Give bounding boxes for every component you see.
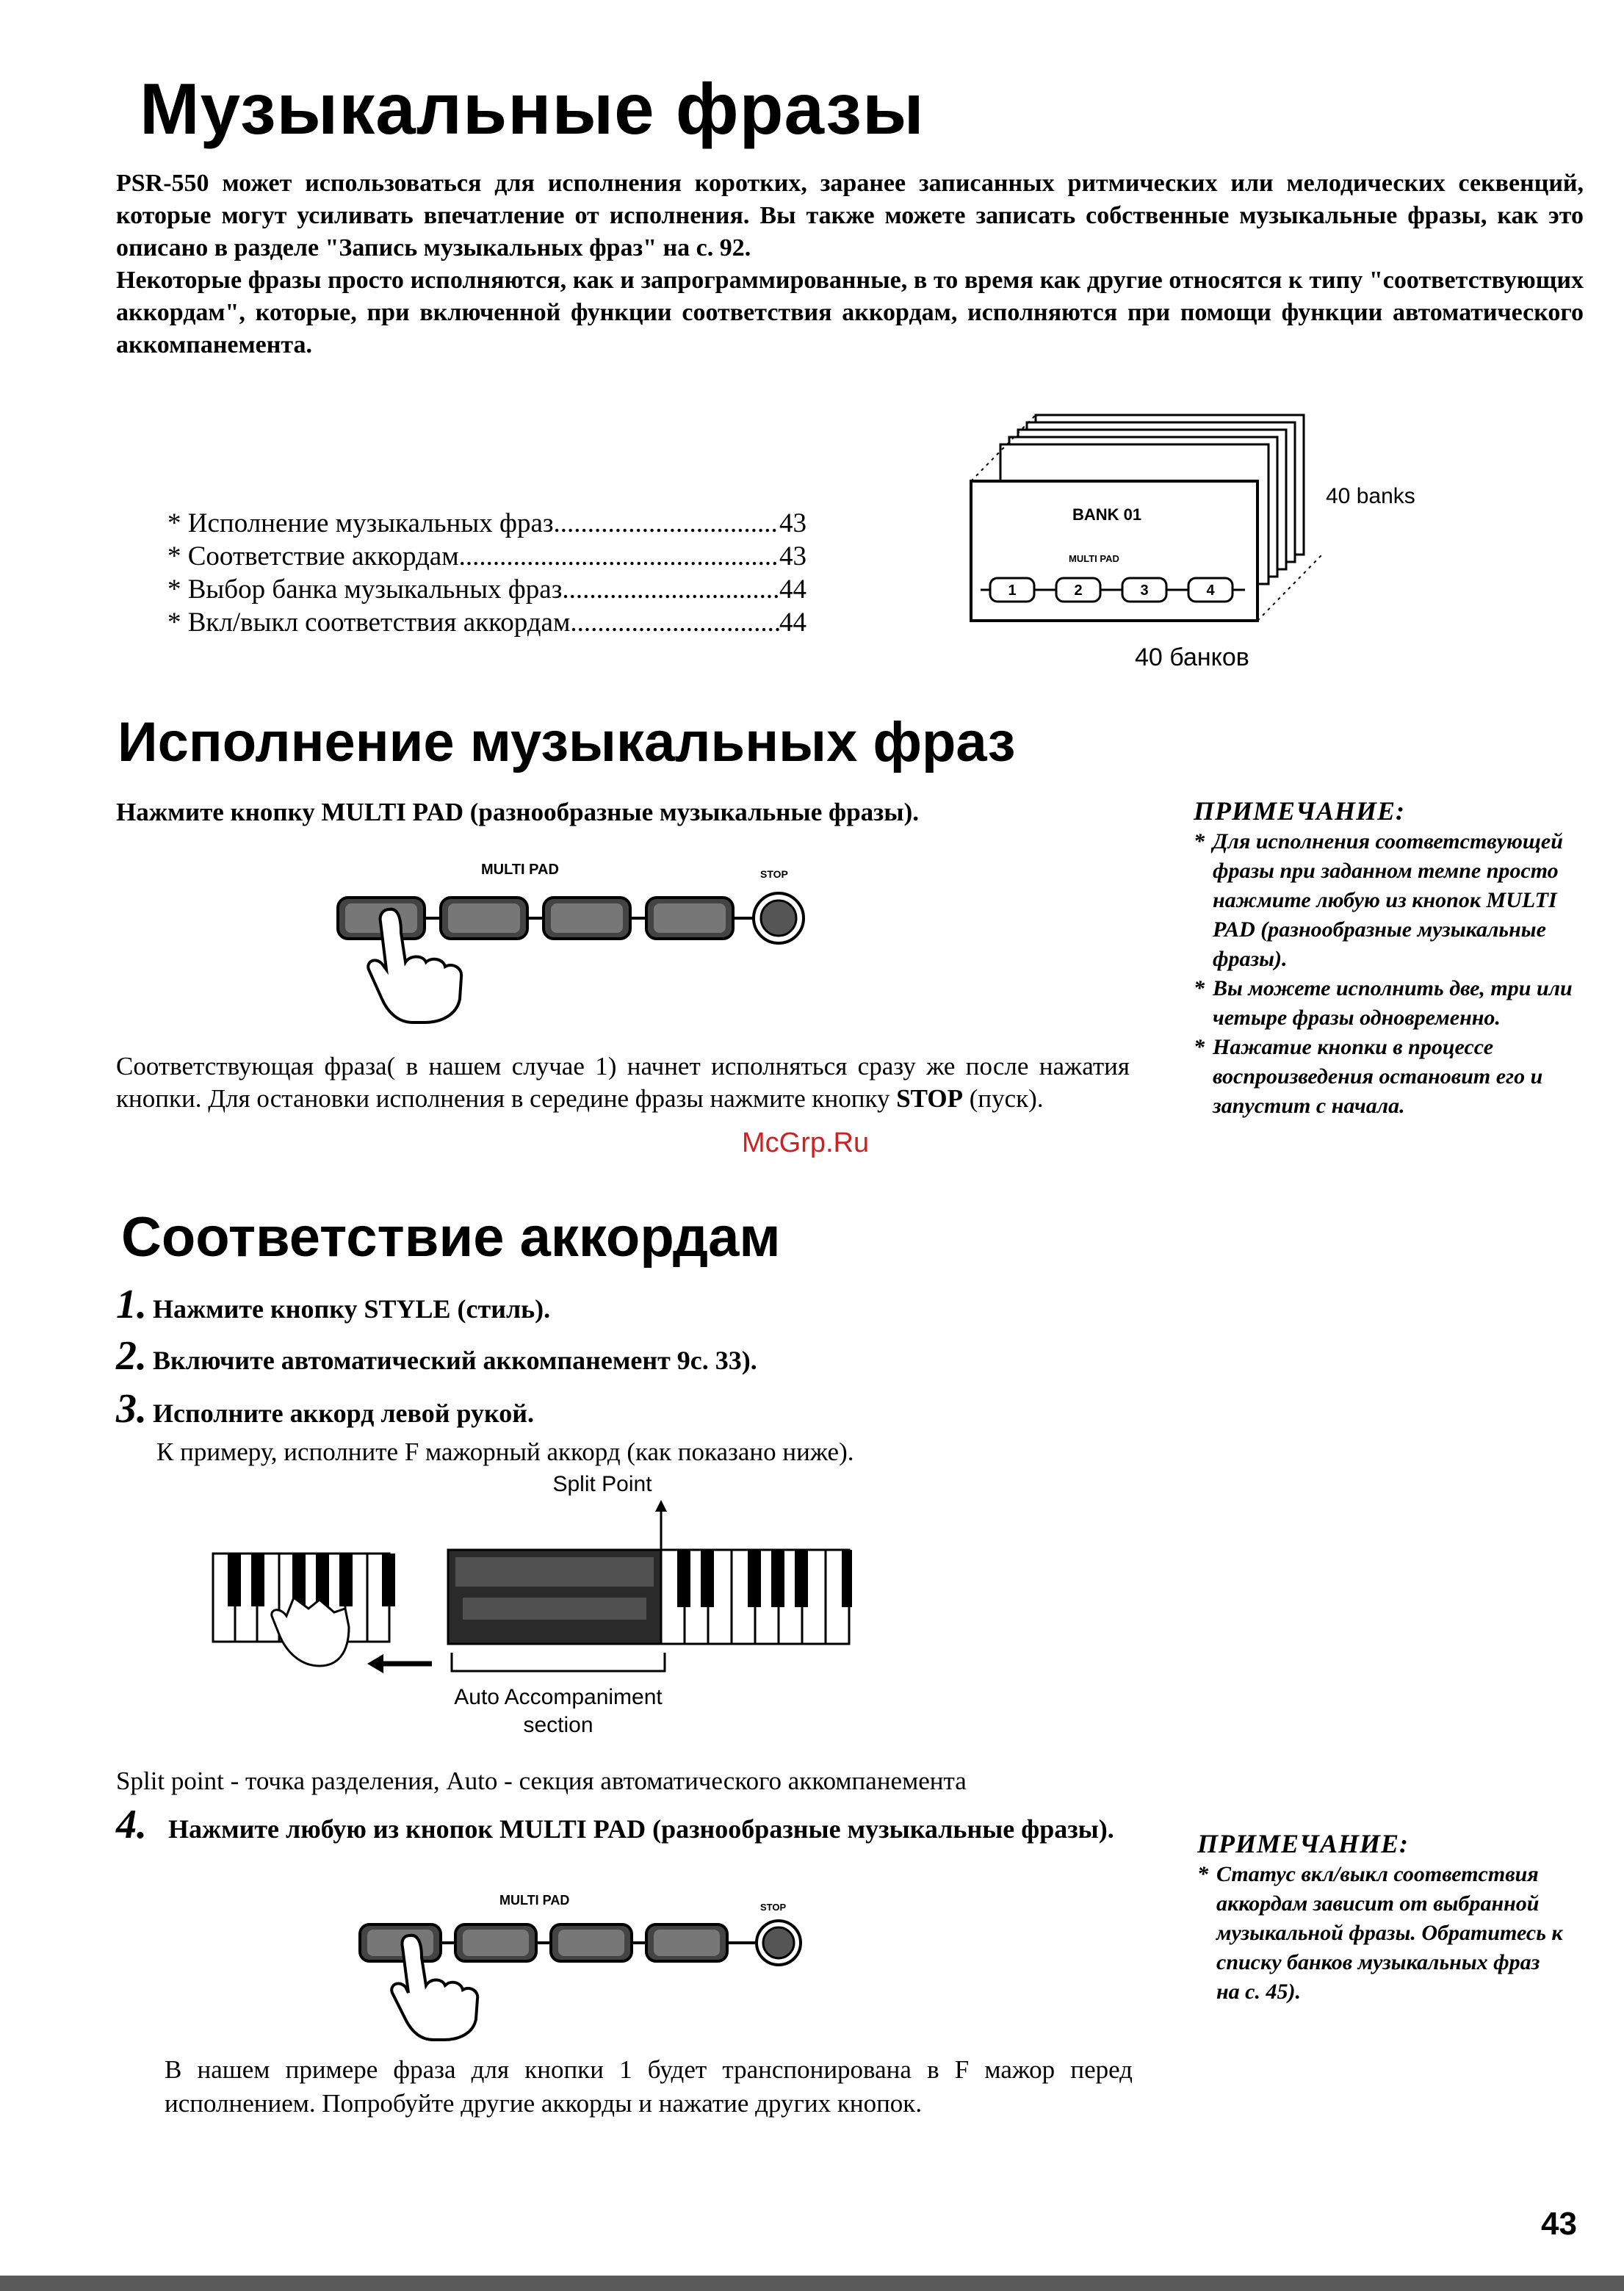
step-1: 1. Нажмите кнопку STYLE (стиль). xyxy=(116,1282,551,1327)
banks-count-ru: 40 банков xyxy=(1135,643,1249,671)
note-item: * Вы можете исполнить две, три или четыре фразы одновременно. xyxy=(1194,976,1573,1030)
step-3-example: К примеру, исполните F мажорный аккорд (как показано ниже). xyxy=(156,1437,854,1466)
page-title: Музыкальные фразы xyxy=(140,68,925,149)
bank-number-label: BANK 01 xyxy=(1072,505,1142,524)
multipad-panel-illustration xyxy=(331,852,830,1028)
auto-accompaniment-label: Auto Accompaniment xyxy=(454,1685,663,1709)
note-box-1 xyxy=(1194,795,1576,1121)
note-heading: ПРИМЕЧАНИЕ: xyxy=(1194,796,1405,826)
stop-panel-label: STOP xyxy=(760,868,788,880)
section1-body: Соответствующая фраза( в нашем случае 1) начнет исполняться сразу же после нажатия кнопки. Для остановки исполнения в середине фразы нажмите кнопку STOP (пуск). xyxy=(116,1052,1130,1113)
intro-paragraph-1: PSR-550 может использоваться для исполнения коротких, заранее записанных ритмических или мелодических секвенций, которые могут усиливать впечатление от исполнения. Вы также можете записать собственные музыкальные фразы, как это описано в разделе "Запись музыкальных фраз" на с. 92. xyxy=(116,170,1584,261)
bottom-edge-strip xyxy=(0,2276,1624,2291)
final-paragraph: В нашем примере фраза для кнопки 1 будет транспонирована в F мажор перед исполнением. Попробуйте другие аккорды и нажатие других кнопок. xyxy=(165,2055,1133,2118)
contents-item: * Соответствие аккордам ..... 43 xyxy=(167,540,806,573)
pad-number: 1 xyxy=(1008,582,1017,599)
section-heading-phrases: Исполнение музыкальных фраз xyxy=(118,711,1016,773)
pad-number: 3 xyxy=(1140,582,1149,599)
multipad-panel-illustration-2 xyxy=(353,1884,823,2046)
note-item: * Статус вкл/выкл соответствия аккордам зависит от выбранной музыкальной фразы. Обратитесь к списку банков музыкальных фраз на с. 45). xyxy=(1197,1862,1563,2004)
intro-text xyxy=(116,167,1584,361)
step-4: 4. Нажмите любую из кнопок MULTI PAD (разнообразные музыкальные фразы). xyxy=(116,1802,1114,1847)
keyboard-split-diagram xyxy=(198,1469,874,1748)
intro-paragraph-2: Некоторые фразы просто исполняются, как и запрограммированные, в то время как другие относятся к типу "соответствующих аккордам", которые, при включенной функции соответствия аккордам, исполняются при помощи функции автоматического аккомпанемента. xyxy=(116,267,1584,358)
contents-item: * Исполнение музыкальных фраз ..... 43 xyxy=(167,507,806,540)
contents-item: * Вкл/выкл соответствия аккордам ..... 44 xyxy=(167,606,806,639)
auto-accompaniment-label-2: section xyxy=(523,1713,593,1737)
split-point-label: Split Point xyxy=(552,1472,652,1496)
note-item: * Для исполнения соответствующей фразы при заданном темпе просто нажмите любую из кнопок MULTI PAD (разнообразные музыкальные фразы). xyxy=(1194,829,1563,971)
step-2: 2. Включите автоматический аккомпанемент 9с. 33). xyxy=(116,1333,757,1379)
section-contents-list xyxy=(167,507,806,639)
stop-panel-label: STOP xyxy=(760,1902,787,1913)
multipad-panel-label: MULTI PAD xyxy=(499,1893,570,1908)
contents-item: * Выбор банка музыкальных фраз ..... 44 xyxy=(167,573,806,606)
bank-stack-diagram xyxy=(955,408,1469,628)
instruction-press-multipad: Нажмите кнопку MULTI PAD (разнообразные музыкальные фразы). xyxy=(116,798,919,826)
split-legend: Split point - точка разделения, Auto - секция автоматического аккомпанемента xyxy=(116,1767,967,1795)
banks-count-en: 40 banks xyxy=(1326,484,1415,508)
multi-pad-mini-label: MULTI PAD xyxy=(1069,553,1119,564)
section-heading-chord-match: Соответствие аккордам xyxy=(121,1206,781,1269)
multipad-panel-label: MULTI PAD xyxy=(481,862,559,878)
watermark: McGrp.Ru xyxy=(742,1128,870,1158)
pad-number: 4 xyxy=(1206,582,1215,599)
pad-number: 2 xyxy=(1074,582,1083,599)
note-heading: ПРИМЕЧАНИЕ: xyxy=(1197,1829,1409,1858)
note-item: * Нажатие кнопки в процессе воспроизведения остановит его и запустит с начала. xyxy=(1194,1035,1543,1118)
note-box-2 xyxy=(1197,1828,1565,2007)
step-3: 3. Исполните аккорд левой рукой. xyxy=(116,1386,535,1432)
page-number: 43 xyxy=(1541,2206,1577,2242)
